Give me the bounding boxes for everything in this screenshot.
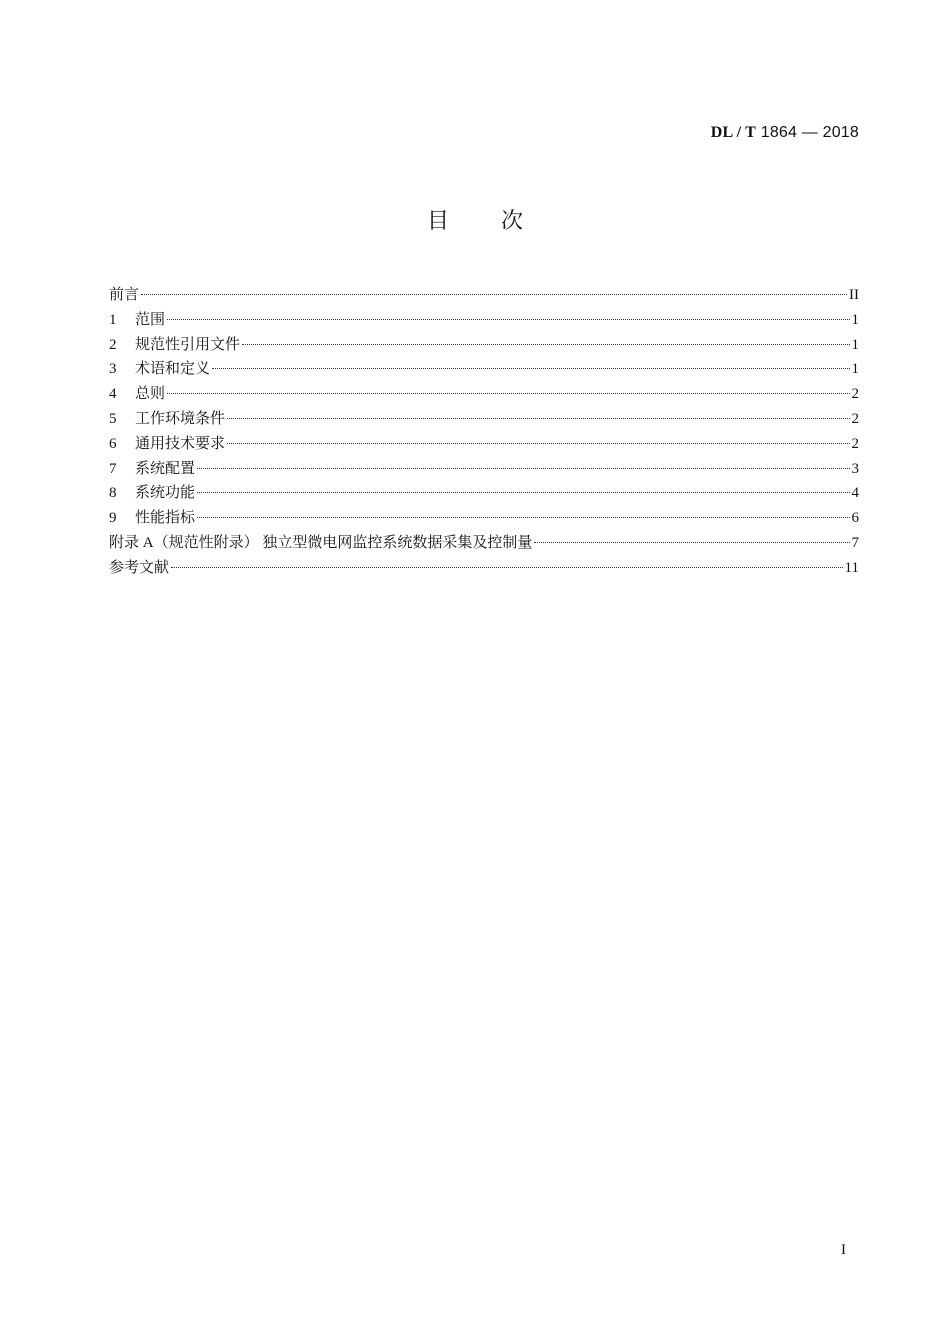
page-title: [0, 204, 950, 235]
toc-entry-number: 4: [109, 386, 117, 403]
toc-entry-label: 工作环境条件: [135, 410, 226, 427]
toc-entry-page: 2: [851, 435, 859, 452]
toc-entry-8[interactable]: [109, 482, 859, 507]
toc-entry-number: 1: [109, 311, 117, 328]
toc-leader-dots: [212, 368, 849, 369]
standard-code: [711, 124, 859, 142]
toc-leader-dots: [141, 294, 847, 295]
toc-entry-label: 附录 A（规范性附录） 独立型微电网监控系统数据采集及控制量: [109, 534, 533, 551]
toc-leader-dots: [197, 492, 849, 493]
toc-entry-4[interactable]: [109, 383, 859, 408]
toc-entry-page: 3: [851, 460, 859, 477]
toc-entry-label: 通用技术要求: [135, 435, 226, 452]
standard-code-number: 1864 — 2018: [760, 124, 859, 141]
toc-entry-number: 5: [109, 410, 117, 427]
toc-entry-page: 2: [851, 410, 859, 427]
toc-entry-9[interactable]: [109, 507, 859, 532]
toc-entry-number: 2: [109, 336, 117, 353]
toc-entry-appendix-a[interactable]: [109, 532, 859, 557]
toc-entry-page: 1: [851, 336, 859, 353]
toc-entry-label: 规范性引用文件: [135, 336, 241, 353]
page-title-char-1: 目: [426, 209, 449, 234]
toc-entry-7[interactable]: [109, 458, 859, 483]
toc-entry-label: 性能指标: [135, 510, 196, 527]
toc-entry-6[interactable]: [109, 433, 859, 458]
toc-entry-page: 4: [851, 485, 859, 502]
toc-entry-label: 总则: [135, 386, 166, 403]
toc-leader-dots: [197, 517, 849, 518]
toc-entry-number: 7: [109, 460, 117, 477]
toc-entry-page: II: [849, 287, 859, 303]
toc-entry-number: 9: [109, 510, 117, 527]
toc-leader-dots: [534, 542, 849, 543]
toc-entry-label: 前言: [109, 287, 140, 303]
toc-entry-page: 6: [851, 510, 859, 527]
page-title-char-2: 次: [501, 209, 524, 234]
toc-entry-page: 1: [851, 361, 859, 378]
toc-leader-dots: [197, 468, 849, 469]
toc-entry-label: 系统配置: [135, 460, 196, 477]
toc-entry-page: 7: [851, 534, 859, 551]
toc-entry-label: 术语和定义: [135, 361, 211, 378]
toc-entry-label: 范围: [135, 311, 166, 328]
toc-leader-dots: [227, 418, 849, 419]
standard-code-prefix: DL / T: [710, 124, 757, 141]
toc-entry-number: 8: [109, 485, 117, 502]
toc-leader-dots: [171, 567, 843, 568]
toc-entry-page: 11: [844, 559, 859, 576]
toc-entry-label: 参考文献: [109, 559, 170, 576]
toc-entry-page: 2: [851, 386, 859, 403]
toc-leader-dots: [242, 344, 849, 345]
toc-leader-dots: [227, 443, 849, 444]
toc-entry-label: 系统功能: [135, 485, 196, 502]
table-of-contents: [109, 284, 859, 582]
toc-entry-5[interactable]: [109, 408, 859, 433]
toc-leader-dots: [167, 319, 849, 320]
toc-entry-number: 6: [109, 435, 117, 452]
toc-entry-number: 3: [109, 361, 117, 378]
page-number: I: [841, 1242, 846, 1258]
toc-entry-2[interactable]: [109, 334, 859, 359]
toc-entry-bibliography[interactable]: [109, 557, 859, 582]
toc-entry-foreword[interactable]: [109, 284, 859, 309]
toc-leader-dots: [167, 393, 849, 394]
toc-entry-page: 1: [851, 311, 859, 328]
toc-entry-3[interactable]: [109, 358, 859, 383]
toc-entry-1[interactable]: [109, 309, 859, 334]
